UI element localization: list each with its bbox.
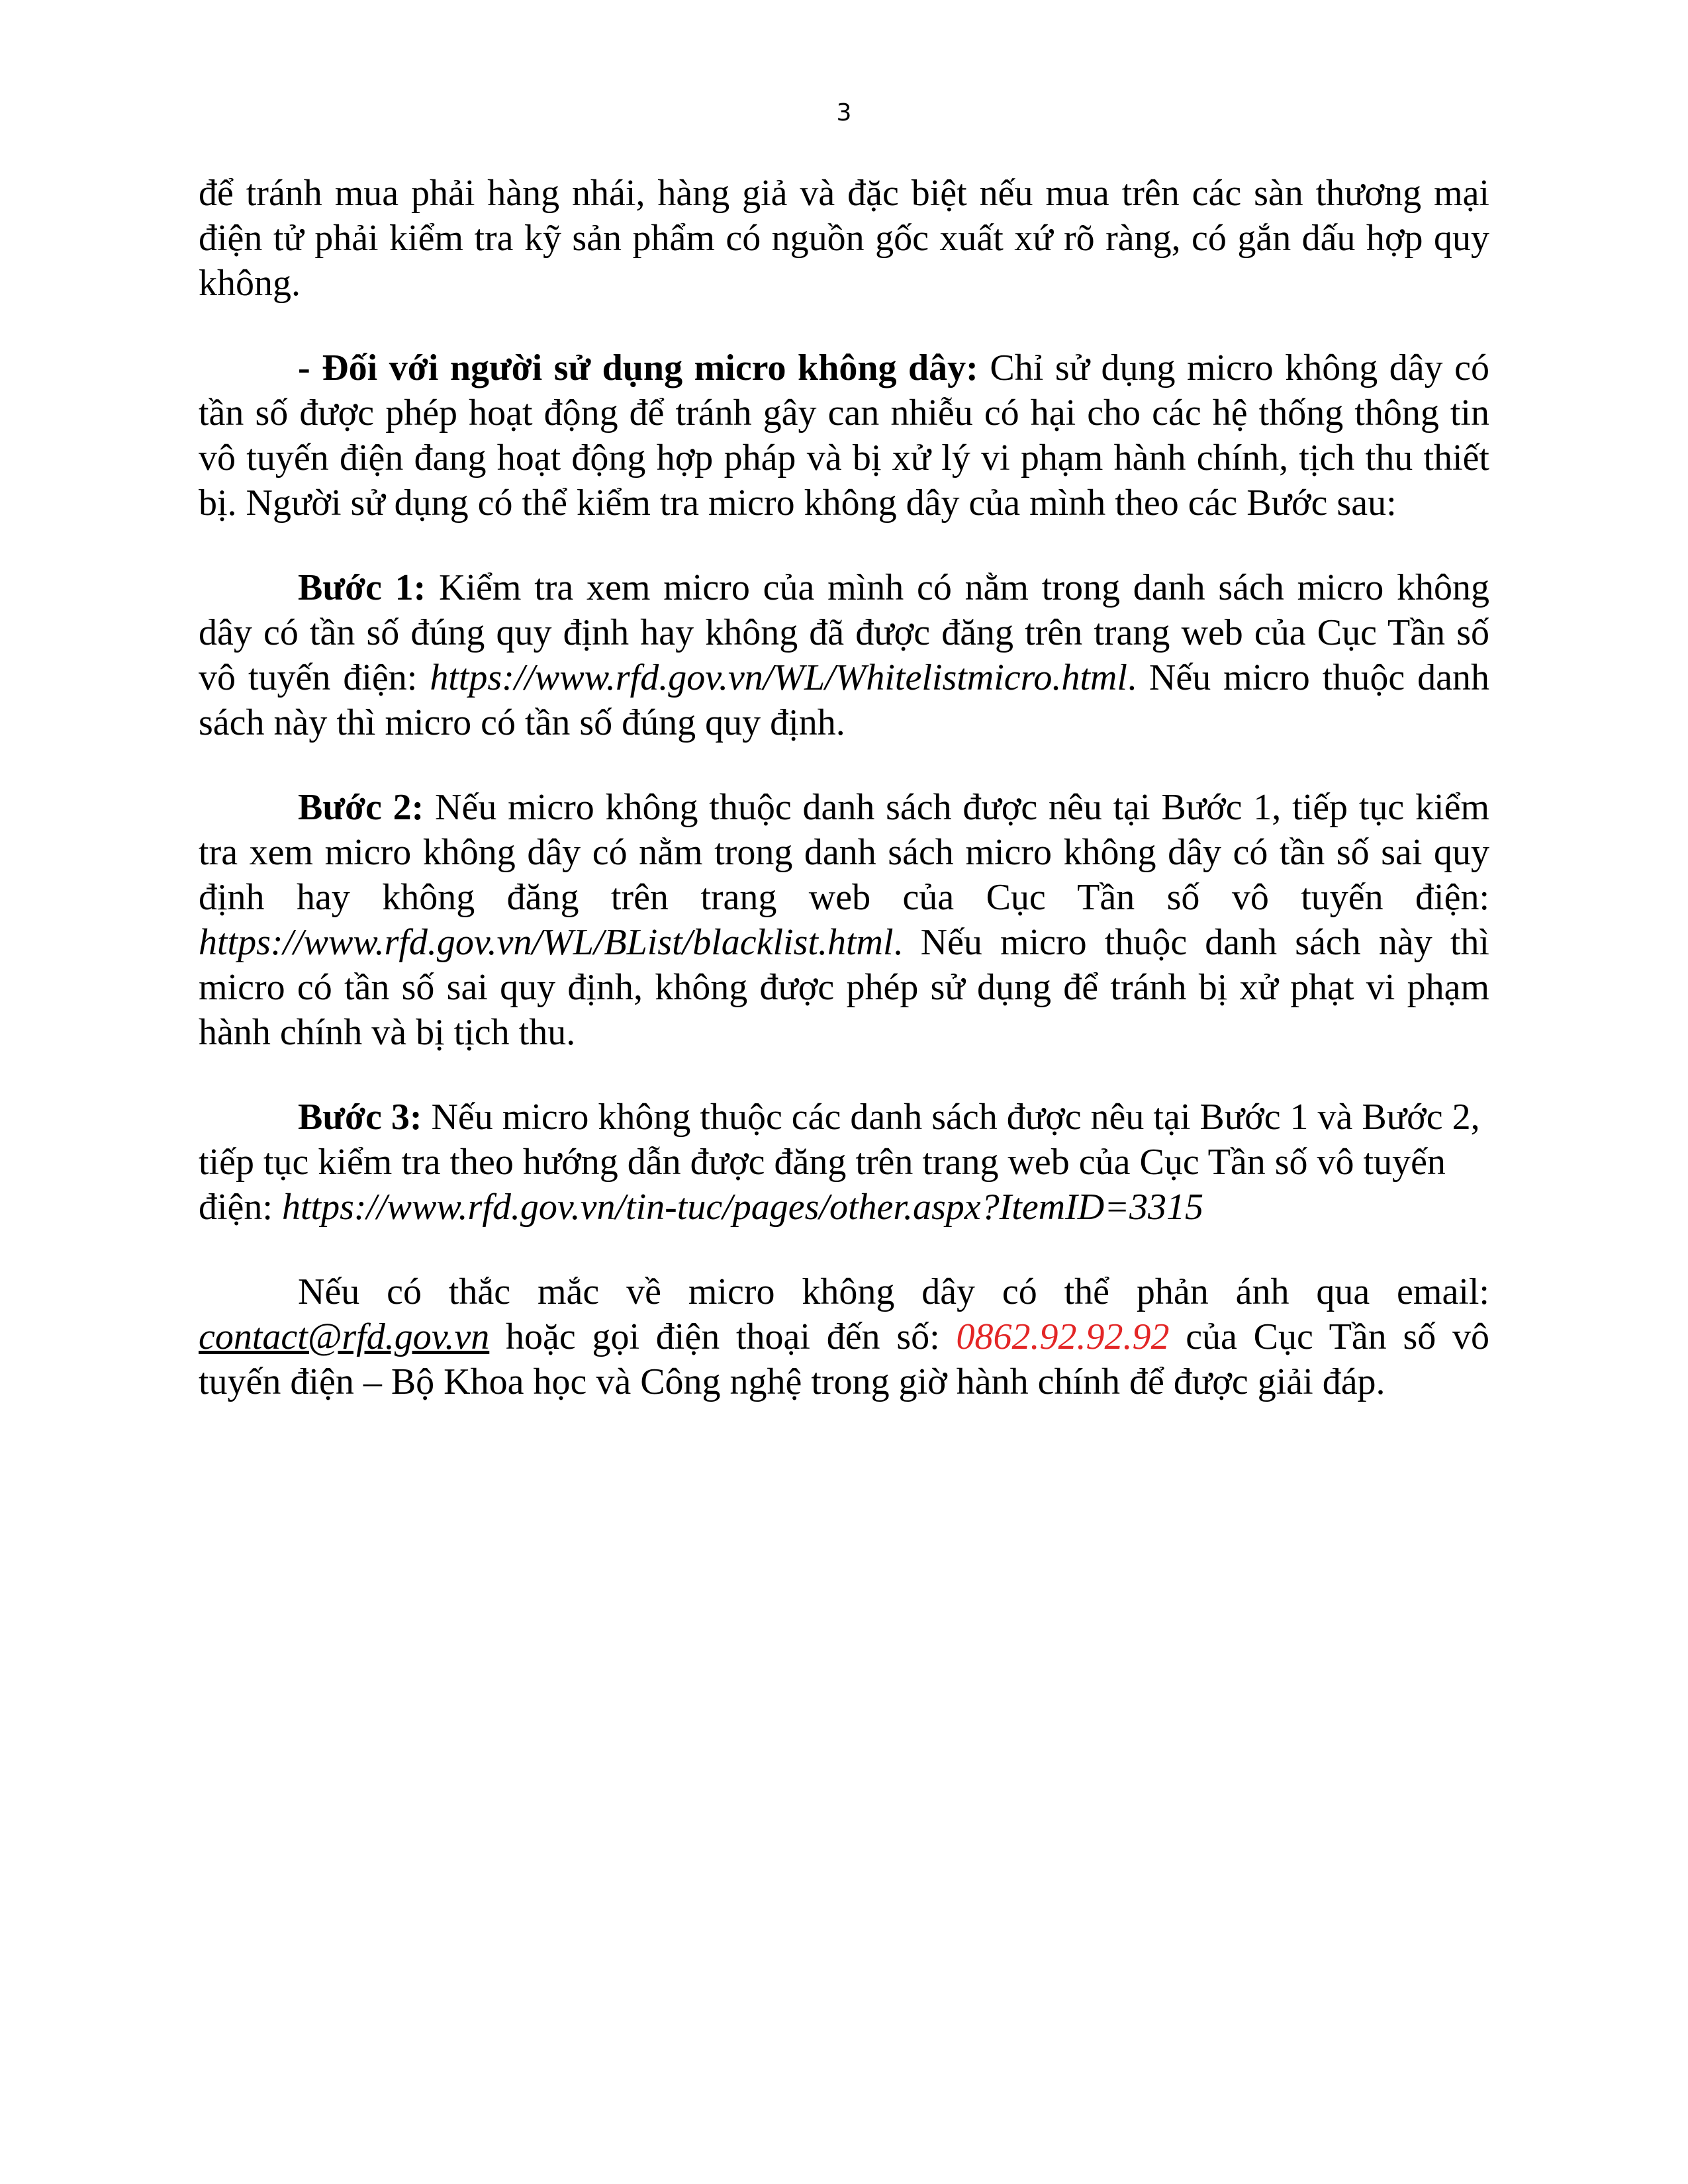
contact-phone-number[interactable]: 0862.92.92.92 <box>956 1316 1170 1357</box>
step-3-text-before: Nếu micro không thuộc các danh sách được nêu tại Bước 1 và Bước 2, tiếp tục kiểm tra theo hướng dẫn được đăng trên trang web của Cục Tần số vô tuyến điện: <box>199 1097 1480 1228</box>
step-1-text-before: Kiểm tra xem micro của mình có nằm trong danh sách micro không dây có tần số đúng quy định hay không đã được đăng trên trang web của Cục Tần số vô tuyến điện: <box>199 567 1490 698</box>
paragraph-step-1 <box>199 565 1489 745</box>
paragraph-step-2 <box>199 785 1489 1055</box>
paragraph-intro <box>199 171 1489 306</box>
step-2-text-after: . Nếu micro thuộc danh sách này thì micro có tần số sai quy định, không được phép sử dụng để tránh bị xử phạt vi phạm hành chính và bị tịch thu. <box>199 922 1489 1053</box>
whitelist-url-link[interactable]: https://www.rfd.gov.vn/WL/Whitelistmicro.html <box>430 657 1127 698</box>
paragraph-step-3 <box>199 1095 1489 1230</box>
paragraph-intro-text: để tránh mua phải hàng nhái, hàng giả và đặc biệt nếu mua trên các sàn thương mại điện tử phải kiểm tra kỹ sản phẩm có nguồn gốc xuất xứ rõ ràng, có gắn dấu hợp quy không. <box>199 173 1489 304</box>
step-1-label: Bước 1: <box>298 567 426 608</box>
contact-text-middle: hoặc gọi điện thoại đến số: <box>489 1316 957 1357</box>
contact-email-link[interactable]: contact@rfd.gov.vn <box>199 1316 490 1357</box>
contact-text-before: Nếu có thắc mắc về micro không dây có thể phản ánh qua email: <box>298 1271 1489 1312</box>
users-text: Chỉ sử dụng micro không dây có tần số được phép hoạt động để tránh gây can nhiễu có hại cho các hệ thống thông tin vô tuyến điện đang hoạt động hợp pháp và bị xử lý vi phạm hành chính, tịch thu thiết bị. Người sử dụng có thể kiểm tra micro không dây của mình theo các Bước sau: <box>199 347 1489 523</box>
blacklist-url-link[interactable]: https://www.rfd.gov.vn/WL/BList/blacklist.html <box>199 922 894 963</box>
users-heading: - Đối với người sử dụng micro không dây: <box>298 347 978 388</box>
step-2-text-before: Nếu micro không thuộc danh sách được nêu tại Bước 1, tiếp tục kiểm tra xem micro không dây có nằm trong danh sách micro không dây có tần số sai quy định hay không đăng trên trang web của Cục Tần số vô tuyến điện: <box>199 787 1490 918</box>
paragraph-wireless-mic-users <box>199 345 1489 525</box>
paragraph-contact <box>199 1269 1489 1404</box>
step-1-text-after: . Nếu micro thuộc danh sách này thì micro có tần số đúng quy định. <box>199 657 1490 743</box>
document-body <box>199 171 1489 1444</box>
page-number: 3 <box>836 99 852 126</box>
guide-url-link[interactable]: https://www.rfd.gov.vn/tin-tuc/pages/other.aspx?ItemID=3315 <box>281 1187 1203 1228</box>
step-2-label: Bước 2: <box>298 787 424 828</box>
step-3-label: Bước 3: <box>298 1097 422 1138</box>
contact-text-after: của Cục Tần số vô tuyến điện – Bộ Khoa học và Công nghệ trong giờ hành chính để được giải đáp. <box>199 1316 1489 1402</box>
